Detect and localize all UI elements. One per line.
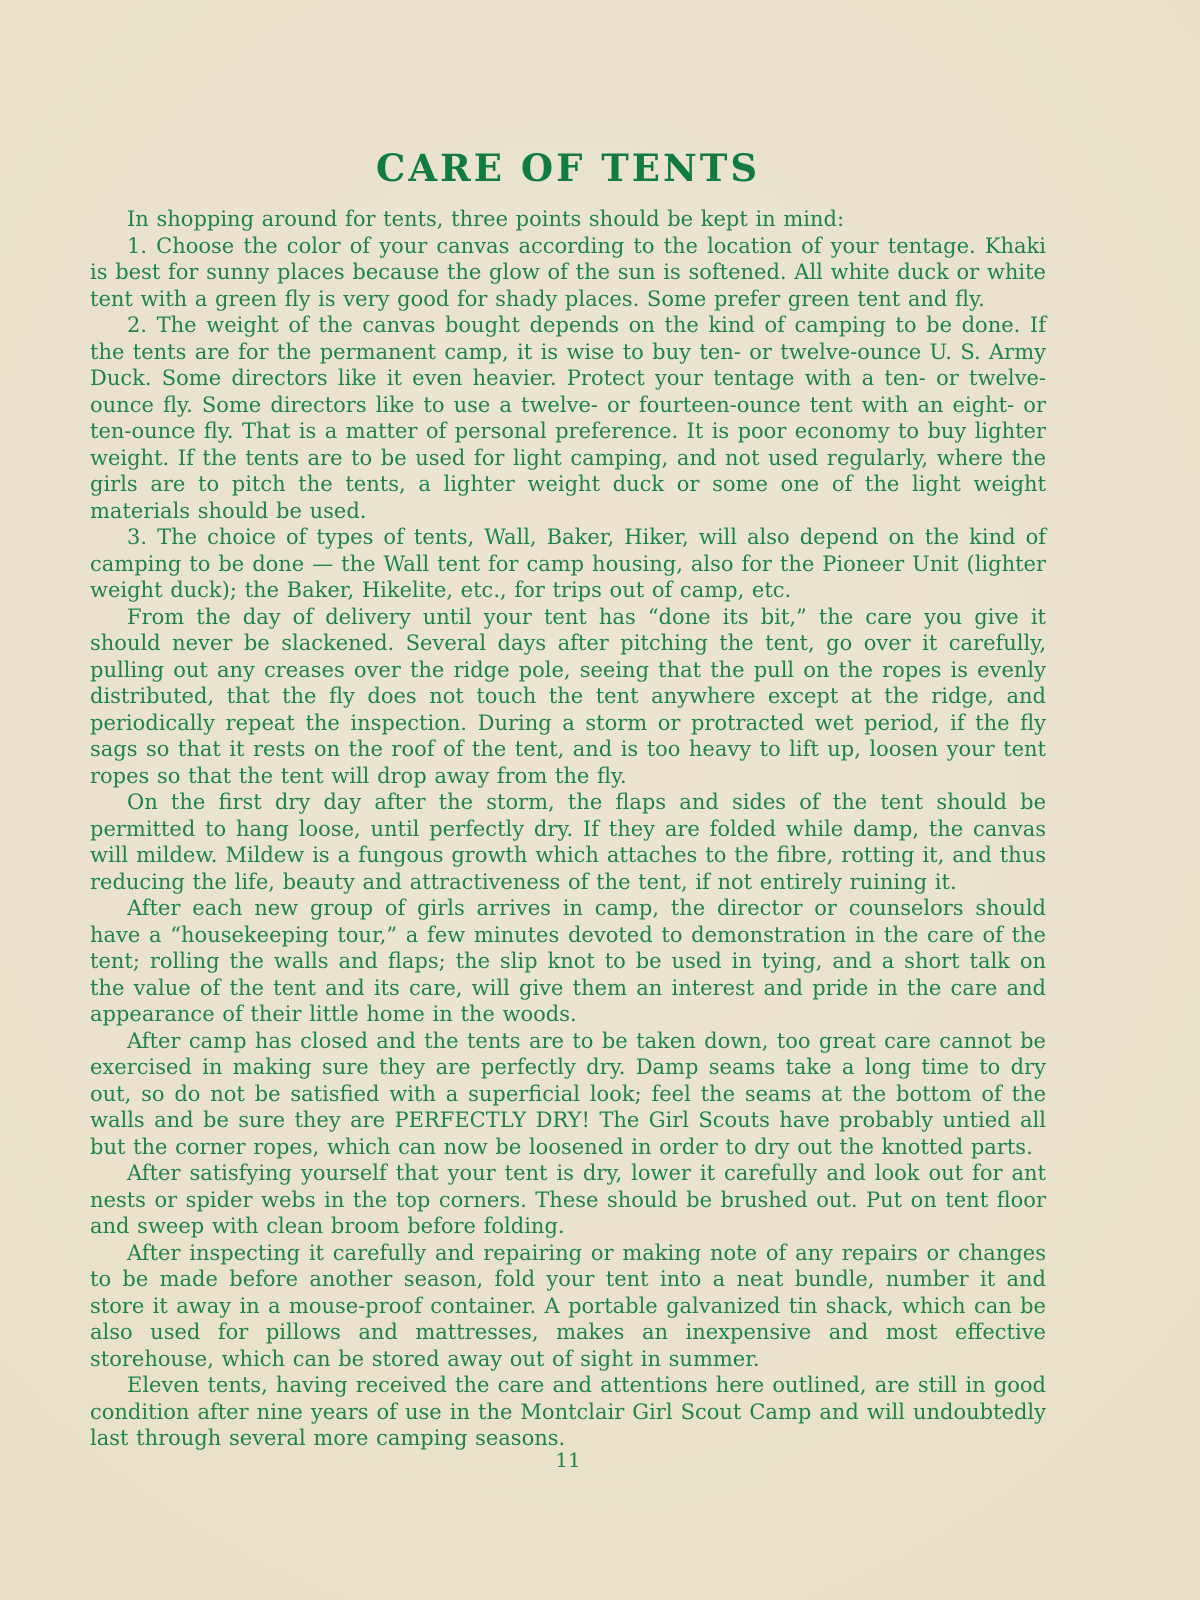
paragraph-housekeeping: After each new group of girls arrives in camp, the director or counselors should have a “housekeeping tour,” a few minutes devoted to demonstration in the care of the tent; rolling the walls and flaps; the slip knot to be used in tying, and a short talk on the value of the tent and its care, will give them an interest and pride in the care and appearance of their little home in the woods. <box>90 896 1046 1026</box>
page-title: CARE OF TENTS <box>375 146 761 190</box>
page-number: 11 <box>555 1448 581 1472</box>
list-item-3: 3. The choice of types of tents, Wall, Baker, Hiker, will also depend on the kind of camping to be done — the Wall tent for camp housing, also for the Pioneer Unit (lighter weight duck); the Baker, Hikelite, etc., for trips out of camp, etc. <box>90 525 1046 602</box>
list-item-1: 1. Choose the color of your canvas according to the location of your tentage. Khaki is best for sunny places because the glow of the sun is softened. All white duck or white tent with a green fly is very good for shady places. Some prefer green tent and fly. <box>90 233 1046 311</box>
list-item-2: 2. The weight of the canvas bought depends on the kind of camping to be done. If the tents are for the permanent camp, it is wise to buy ten- or twelve-ounce U. S. Army Duck. Some directors like it even heavier. Protect your tentage with a ten- or twelve-ounce fly. Some directors like to use a twelve- or fourteen-ounce tent with an eight- or ten-ounce fly. That is a matter of personal preference. It is poor economy to buy lighter weight. If the tents are to be used for light camping, and not used regularly, where the girls are to pitch the tents, a lighter weight duck or some one of the light weight materials should be used. <box>90 313 1046 523</box>
intro-paragraph: In shopping around for tents, three points should be kept in mind: <box>127 207 845 231</box>
paragraph-storage: After inspecting it carefully and repairing or making note of any repairs or changes to be made before another season, fold your tent into a neat bundle, number it and store it away in a mouse-proof container. A portable galvanized tin shack, which can be also used for pillows and mattresses, makes an inexpensive and most effective storehouse, which can be stored away out of sight in summer. <box>90 1240 1046 1371</box>
paragraph-delivery-care: From the day of delivery until your tent has “done its bit,” the care you give it should never be slackened. Several days after pitching the tent, go over it carefully, pulling out any creases over the ridge pole, seeing that the pull on the ropes is evenly distributed, that the fly does not touch the tent anywhere except at the ridge, and periodically repeat the inspection. During a storm or protracted wet period, if the fly sags so that it rests on the roof of the tent, and is too heavy to lift up, loosen your tent ropes so that the tent will drop away from the fly. <box>90 604 1046 788</box>
paragraph-camp-closing: After camp has closed and the tents are to be taken down, too great care cannot be exercised in making sure they are perfectly dry. Damp seams take a long time to dry out, so do not be satisfied with a superficial look; feel the seams at the bottom of the walls and be sure they are PERFECTLY DRY! The Girl Scouts have probably untied all but the corner ropes, which can now be loosened in order to dry out the knotted parts. <box>90 1028 1046 1159</box>
text-block <box>90 146 1046 1452</box>
paragraph-eleven-tents: Eleven tents, having received the care and attentions here outlined, are still in good condition after nine years of use in the Montclair Girl Scout Camp and will undoubtedly last through several more camping seasons. <box>90 1373 1046 1450</box>
paragraph-drying-mildew: On the first dry day after the storm, the flaps and sides of the tent should be permitted to hang loose, until perfectly dry. If they are folded while damp, the canvas will mildew. Mildew is a fungous growth which attaches to the fibre, rotting it, and thus reducing the life, beauty and attractiveness of the tent, if not entirely ruining it. <box>90 790 1046 894</box>
paragraph-lowering-tent: After satisfying yourself that your tent is dry, lower it carefully and look out for ant nests or spider webs in the top corners. These should be brushed out. Put on tent floor and sweep with clean broom before folding. <box>90 1161 1046 1238</box>
